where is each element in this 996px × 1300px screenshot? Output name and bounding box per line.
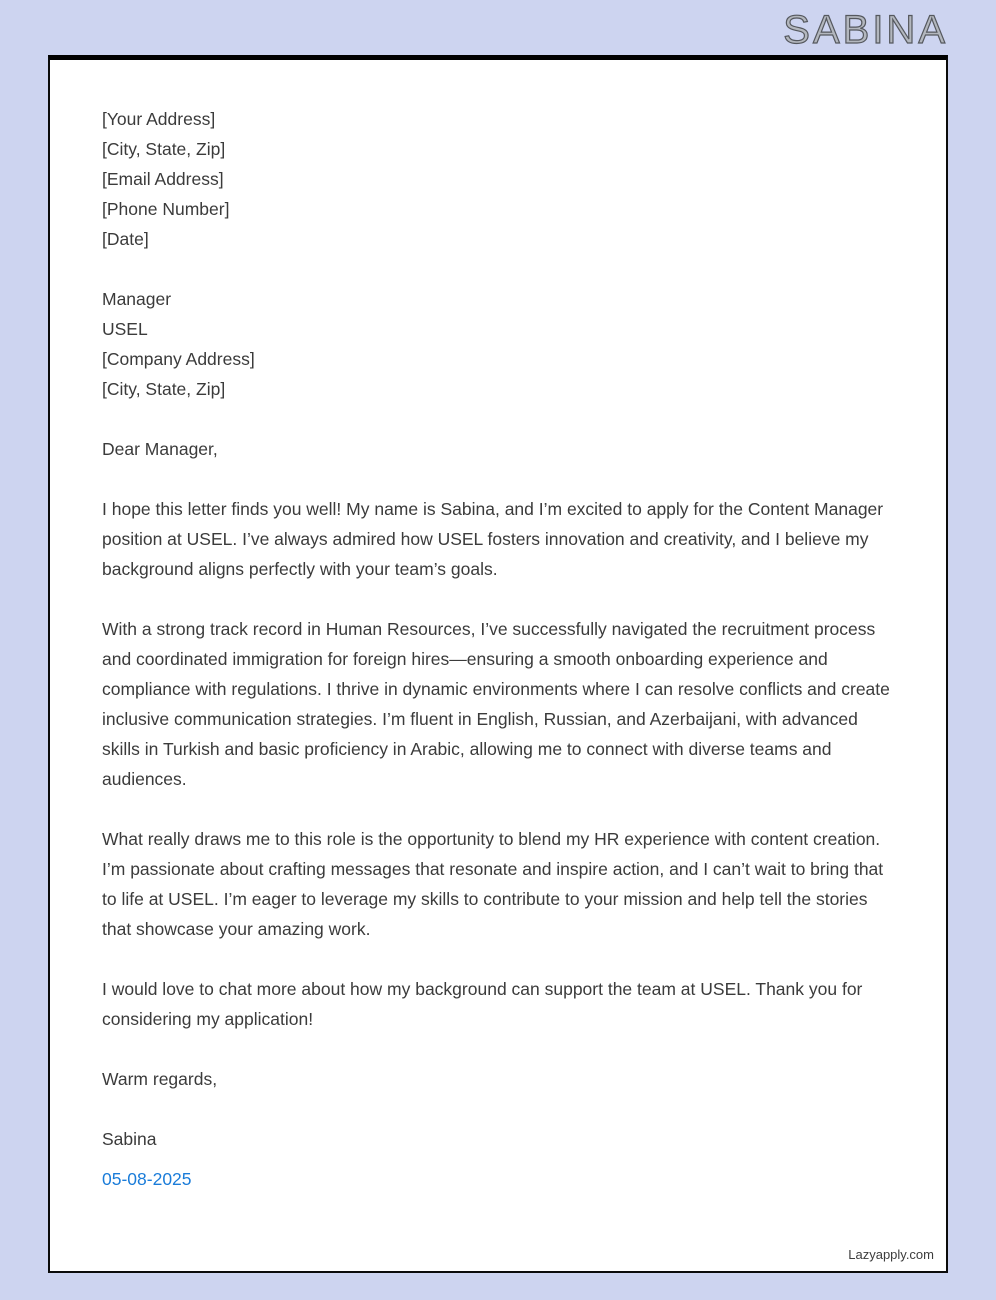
signature: Sabina (102, 1129, 157, 1149)
date-link[interactable]: 05-08-2025 (102, 1169, 192, 1189)
watermark: Lazyapply.com (848, 1247, 934, 1262)
paragraph-experience: With a strong track record in Human Resources, I’ve successfully navigated the recruitment process and coordinated immigration for foreign hires—ensuring a smooth onboarding experience and compliance with regulations. I thrive in dynamic environments where I can resolve conflicts and create inclusive communication strategies. I’m fluent in English, Russian, and Azerbaijani, with advanced skills in Turkish and basic proficiency in Arabic, allowing me to connect with diverse teams and audiences. (102, 619, 890, 789)
sender-date-line: [Date] (102, 229, 149, 249)
sender-city-line: [City, State, Zip] (102, 139, 226, 159)
paragraph-intro: I hope this letter finds you well! My name is Sabina, and I’m excited to apply for the Content Manager position at USEL. I’ve always admired how USEL fosters innovation and creativity, and I believe my background aligns perfectly with your team’s goals. (102, 499, 884, 579)
salutation: Dear Manager, (102, 439, 218, 459)
sender-phone-line: [Phone Number] (102, 199, 230, 219)
brand-logo: SABINA (783, 8, 948, 52)
letter-body (102, 104, 890, 1194)
recipient-name-line: Manager (102, 289, 172, 309)
paragraph-call-to-action: I would love to chat more about how my background can support the team at USEL. Thank you for considering my application! (102, 979, 863, 1029)
recipient-company-address-line: [Company Address] (102, 349, 255, 369)
sender-email-line: [Email Address] (102, 169, 224, 189)
sender-address-line: [Your Address] (102, 109, 216, 129)
recipient-company-line: USEL (102, 319, 148, 339)
letter-page (48, 55, 948, 1273)
closing: Warm regards, (102, 1069, 218, 1089)
recipient-city-line: [City, State, Zip] (102, 379, 226, 399)
paragraph-motivation: What really draws me to this role is the opportunity to blend my HR experience with content creation. I’m passionate about crafting messages that resonate and inspire action, and I can’t wait to bring that to life at USEL. I’m eager to leverage my skills to contribute to your mission and help tell the stories that showcase your amazing work. (102, 829, 884, 939)
sender-address-block (102, 104, 890, 254)
recipient-address-block (102, 284, 890, 404)
